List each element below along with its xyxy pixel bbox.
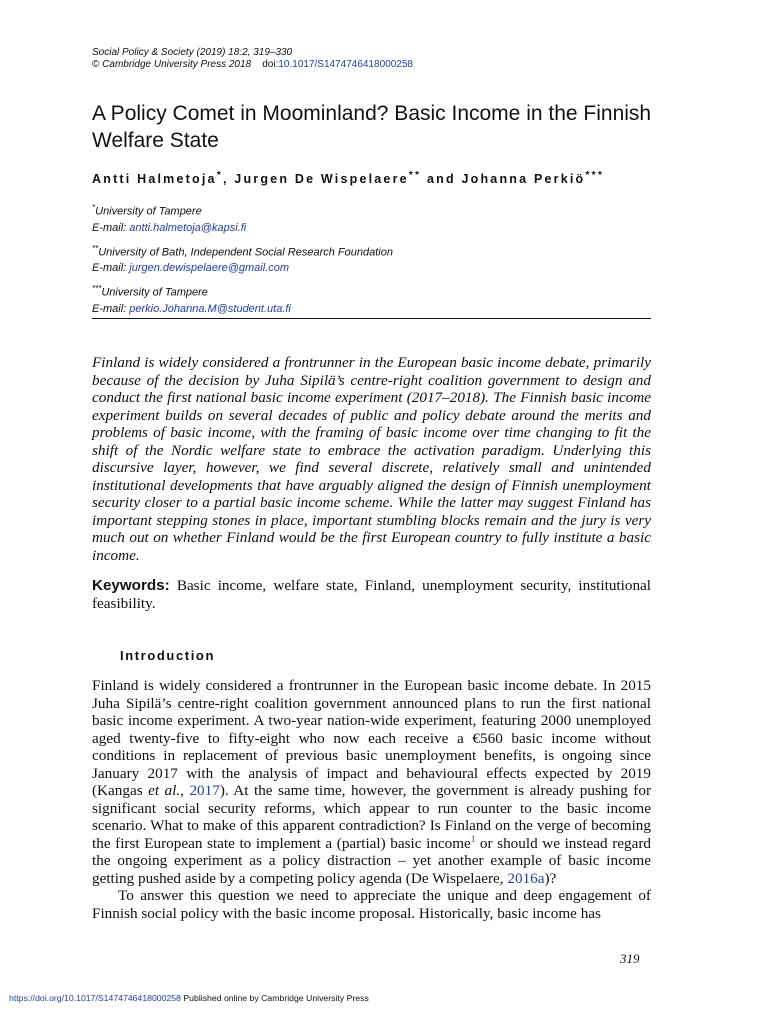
page-footer [9,993,369,1003]
affiliation-institution: University of Bath, Independent Social Research Foundation [98,246,393,259]
author-mark: * [216,170,223,181]
author-mark: ** [408,170,422,181]
paragraph-text: or should we instead regard the ongoing experiment as a policy distraction – yet another example of basic income getting pushed aside by a competing policy agenda (De Wispelaere, [92,834,651,887]
affiliation-item [92,281,393,317]
keywords-label: Keywords: [92,577,170,594]
affiliation-institution: University of Tampere [101,286,208,299]
doi-label: doi: [262,59,279,70]
affiliation-item [92,241,393,277]
introduction-body [92,677,651,922]
email-label: E-mail: [92,302,130,315]
keywords [92,577,651,613]
affiliation-item [92,200,393,236]
abstract: Finland is widely considered a frontrunner in the European basic income debate, primarily because of the decision by Juha Sipilä’s centre-right coalition government to design and conduct the first national basic income experiment (2017–2018). The Finnish basic income experiment builds on several decades of public and policy debate around the merits and problems of basic income, with the framing of basic income over time changing to fit the shift of the Nordic welfare state to embrace the activation paradigm. Underlying this discursive layer, however, we find several discrete, relatively small and unintended institutional developments that have arguably aligned the design of Finnish unemployment security closer to a partial basic income scheme. While the latter may suggest Finland has important stepping stones in place, important stumbling blocks remain and the jury is very much out on whether Finland would be the first European country to fully institute a basic income. [92,354,651,564]
email-link[interactable]: perkio.Johanna.M@student.uta.fi [129,302,291,315]
email-label: E-mail: [92,221,130,234]
email-link[interactable]: antti.halmetoja@kapsi.fi [129,221,247,234]
paragraph-text: )? [544,869,557,887]
affiliation-mark: *** [92,284,102,294]
journal-copyright-line [92,59,413,71]
section-heading-introduction: Introduction [120,648,216,663]
affiliation-mark: ** [92,243,99,253]
journal-citation: Social Policy & Society (2019) 18:2, 319–330 [92,47,293,58]
citation-link[interactable]: 2017 [189,782,220,799]
author-separator: , [222,172,235,187]
paragraph-text: ). At the same time, however, the government is already pushing for significant social security reforms, which appear to run counter to the basic income scenario. What to make of this apparent contradiction? Is Finland on the verge of becoming the first European state to implement a (partial) basic income [92,782,652,852]
paragraph-text: , [180,782,190,799]
author-name: Johanna Perkiö [461,172,586,187]
doi-link[interactable]: 10.1017/S1474746418000258 [278,59,413,70]
author-separator: and [421,172,462,187]
affiliations [92,200,393,322]
author-name: Antti Halmetoja [92,172,217,187]
footer-publisher-text: Published online by Cambridge University Press [180,993,369,1003]
citation-link[interactable]: 2016a [507,869,545,887]
journal-header [92,47,413,71]
header-divider [92,318,651,319]
article-title: A Policy Comet in Moominland? Basic Income in the Finnish Welfare State [92,102,652,152]
copyright-symbol: © [92,59,100,70]
author-name: Jurgen De Wispelaere [234,172,409,187]
page-number: 319 [620,951,640,966]
footnote-link[interactable]: 1 [470,833,476,844]
keywords-text: Basic income, welfare state, Finland, unemployment security, institutional feasibility. [92,577,651,612]
affiliation-institution: University of Tampere [95,205,202,218]
paragraph-text: Finland is widely considered a frontrunner in the European basic income debate. In 2015 Juha Sipilä’s centre-right coalition government announced plans to run the first national basic income experiment. A two-year nation-wide experiment, featuring 2000 unemployed aged twenty-five to fifty-eight who now each receive a €560 basic income without conditions in replacement of previous basic unemployment benefits, is ongoing since January 2017 with the analysis of impact and behavioural effects expected by 2019 (Kangas [92,677,651,799]
et-al: et al. [148,782,181,799]
paragraph [92,677,651,887]
paragraph: To answer this question we need to appreciate the unique and deep engagement of Finnish social policy with the basic income proposal. Historically, basic income has [92,887,651,922]
email-label: E-mail: [92,262,130,275]
affiliation-mark: * [92,203,96,212]
author-mark: *** [585,170,605,181]
author-list [92,170,604,186]
footer-doi-link[interactable]: https://doi.org/10.1017/S1474746418000258 [9,993,181,1003]
copyright-text: Cambridge University Press 2018 [102,59,252,70]
email-link[interactable]: jurgen.dewispelaere@gmail.com [129,262,290,275]
